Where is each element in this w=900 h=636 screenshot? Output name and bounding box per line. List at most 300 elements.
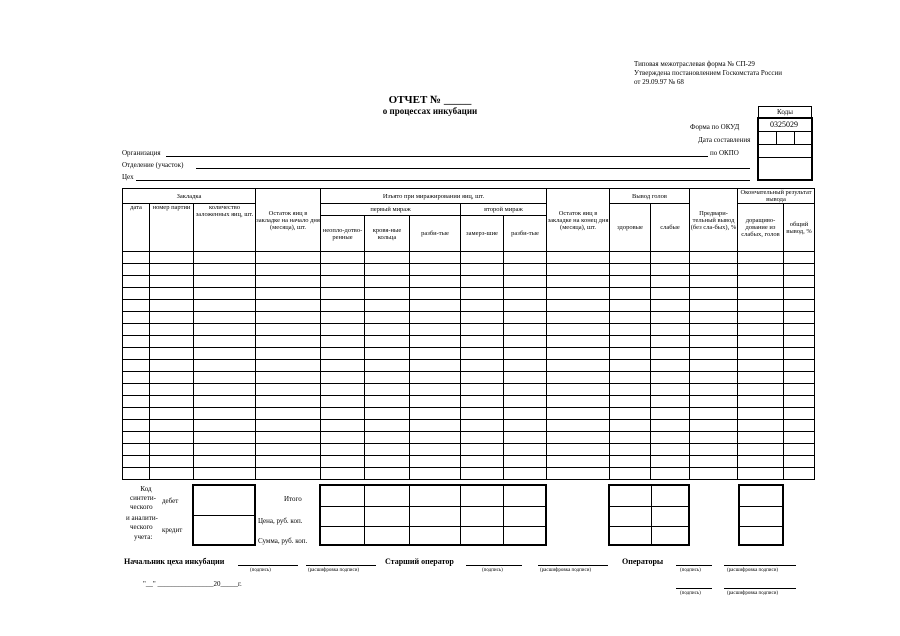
table-cell[interactable] xyxy=(651,288,690,300)
table-cell[interactable] xyxy=(504,288,547,300)
table-cell[interactable] xyxy=(651,384,690,396)
table-cell[interactable] xyxy=(256,456,321,468)
table-cell[interactable] xyxy=(321,360,365,372)
table-cell[interactable] xyxy=(504,432,547,444)
table-cell[interactable] xyxy=(461,276,504,288)
table-cell[interactable] xyxy=(690,456,738,468)
table-cell[interactable] xyxy=(150,456,194,468)
table-cell[interactable] xyxy=(784,360,815,372)
table-cell[interactable] xyxy=(123,396,150,408)
table-cell[interactable] xyxy=(321,312,365,324)
table-cell[interactable] xyxy=(321,456,365,468)
date-line[interactable]: "__" ________________20_____г. xyxy=(143,580,242,588)
table-cell[interactable] xyxy=(504,408,547,420)
table-cell[interactable] xyxy=(651,420,690,432)
table-cell[interactable] xyxy=(150,384,194,396)
table-cell[interactable] xyxy=(321,408,365,420)
table-cell[interactable] xyxy=(738,396,784,408)
table-cell[interactable] xyxy=(461,468,504,480)
table-cell[interactable] xyxy=(504,456,547,468)
table-cell[interactable] xyxy=(610,456,651,468)
table-cell[interactable] xyxy=(547,252,610,264)
table-cell[interactable] xyxy=(784,276,815,288)
table-cell[interactable] xyxy=(610,264,651,276)
table-cell[interactable] xyxy=(256,348,321,360)
table-cell[interactable] xyxy=(461,408,504,420)
table-cell[interactable] xyxy=(410,288,461,300)
table-cell[interactable] xyxy=(123,456,150,468)
table-cell[interactable] xyxy=(150,432,194,444)
table-cell[interactable] xyxy=(784,468,815,480)
table-cell[interactable] xyxy=(738,312,784,324)
table-cell[interactable] xyxy=(461,288,504,300)
table-cell[interactable] xyxy=(738,288,784,300)
table-cell[interactable] xyxy=(504,276,547,288)
table-cell[interactable] xyxy=(365,360,410,372)
table-cell[interactable] xyxy=(123,336,150,348)
table-cell[interactable] xyxy=(194,312,256,324)
table-cell[interactable] xyxy=(504,444,547,456)
table-cell[interactable] xyxy=(194,396,256,408)
table-cell[interactable] xyxy=(784,324,815,336)
table-cell[interactable] xyxy=(610,276,651,288)
table-cell[interactable] xyxy=(651,396,690,408)
table-cell[interactable] xyxy=(321,384,365,396)
table-cell[interactable] xyxy=(194,264,256,276)
table-cell[interactable] xyxy=(504,468,547,480)
table-cell[interactable] xyxy=(690,420,738,432)
table-cell[interactable] xyxy=(123,372,150,384)
table-cell[interactable] xyxy=(690,444,738,456)
table-cell[interactable] xyxy=(547,276,610,288)
table-cell[interactable] xyxy=(123,468,150,480)
table-cell[interactable] xyxy=(547,444,610,456)
totals-box-vyvod[interactable] xyxy=(608,484,690,546)
table-cell[interactable] xyxy=(256,336,321,348)
table-cell[interactable] xyxy=(504,360,547,372)
table-cell[interactable] xyxy=(365,432,410,444)
table-cell[interactable] xyxy=(256,468,321,480)
table-cell[interactable] xyxy=(461,348,504,360)
table-cell[interactable] xyxy=(784,252,815,264)
table-cell[interactable] xyxy=(547,288,610,300)
table-cell[interactable] xyxy=(738,264,784,276)
table-cell[interactable] xyxy=(784,396,815,408)
table-cell[interactable] xyxy=(738,348,784,360)
table-cell[interactable] xyxy=(365,324,410,336)
table-cell[interactable] xyxy=(690,348,738,360)
table-cell[interactable] xyxy=(651,276,690,288)
table-cell[interactable] xyxy=(690,384,738,396)
table-cell[interactable] xyxy=(194,348,256,360)
table-cell[interactable] xyxy=(321,336,365,348)
table-cell[interactable] xyxy=(321,348,365,360)
table-cell[interactable] xyxy=(651,348,690,360)
table-cell[interactable] xyxy=(610,300,651,312)
table-cell[interactable] xyxy=(410,360,461,372)
table-cell[interactable] xyxy=(738,408,784,420)
table-cell[interactable] xyxy=(410,432,461,444)
table-cell[interactable] xyxy=(321,300,365,312)
table-cell[interactable] xyxy=(256,264,321,276)
table-cell[interactable] xyxy=(256,312,321,324)
table-cell[interactable] xyxy=(461,396,504,408)
table-cell[interactable] xyxy=(256,408,321,420)
table-cell[interactable] xyxy=(256,372,321,384)
shop-field[interactable] xyxy=(136,180,750,181)
table-cell[interactable] xyxy=(651,252,690,264)
table-cell[interactable] xyxy=(547,312,610,324)
table-cell[interactable] xyxy=(123,360,150,372)
table-cell[interactable] xyxy=(365,456,410,468)
table-cell[interactable] xyxy=(461,456,504,468)
table-cell[interactable] xyxy=(321,432,365,444)
table-cell[interactable] xyxy=(504,384,547,396)
form-note-line2: Утверждена постановлением Госкомстата России xyxy=(634,69,782,77)
table-cell[interactable] xyxy=(461,336,504,348)
table-cell[interactable] xyxy=(256,288,321,300)
table-cell[interactable] xyxy=(256,432,321,444)
h-nomer: номер партии xyxy=(150,204,194,252)
table-cell[interactable] xyxy=(547,300,610,312)
table-cell[interactable] xyxy=(610,432,651,444)
table-cell[interactable] xyxy=(784,444,815,456)
table-cell[interactable] xyxy=(150,348,194,360)
table-cell[interactable] xyxy=(610,336,651,348)
table-cell[interactable] xyxy=(651,312,690,324)
table-cell[interactable] xyxy=(365,396,410,408)
table-cell[interactable] xyxy=(410,252,461,264)
table-cell[interactable] xyxy=(651,468,690,480)
table-cell[interactable] xyxy=(547,336,610,348)
table-cell[interactable] xyxy=(504,312,547,324)
table-cell[interactable] xyxy=(194,444,256,456)
table-cell[interactable] xyxy=(321,420,365,432)
table-cell[interactable] xyxy=(504,324,547,336)
table-cell[interactable] xyxy=(194,276,256,288)
totals-box-doraschiv[interactable] xyxy=(738,484,784,546)
table-cell[interactable] xyxy=(123,288,150,300)
table-cell[interactable] xyxy=(461,324,504,336)
table-cell[interactable] xyxy=(784,336,815,348)
table-cell[interactable] xyxy=(365,252,410,264)
table-cell[interactable] xyxy=(784,300,815,312)
table-cell[interactable] xyxy=(690,312,738,324)
table-cell[interactable] xyxy=(150,396,194,408)
table-cell[interactable] xyxy=(123,312,150,324)
table-cell[interactable] xyxy=(194,468,256,480)
table-cell[interactable] xyxy=(194,288,256,300)
table-cell[interactable] xyxy=(194,432,256,444)
table-cell[interactable] xyxy=(256,324,321,336)
table-cell[interactable] xyxy=(461,312,504,324)
table-cell[interactable] xyxy=(410,264,461,276)
table-cell[interactable] xyxy=(690,360,738,372)
table-cell[interactable] xyxy=(547,348,610,360)
table-cell[interactable] xyxy=(365,444,410,456)
table-cell[interactable] xyxy=(651,264,690,276)
table-cell[interactable] xyxy=(784,312,815,324)
table-cell[interactable] xyxy=(610,324,651,336)
table-cell[interactable] xyxy=(690,432,738,444)
table-cell[interactable] xyxy=(690,252,738,264)
table-cell[interactable] xyxy=(651,360,690,372)
table-cell[interactable] xyxy=(123,408,150,420)
table-cell[interactable] xyxy=(610,312,651,324)
table-cell[interactable] xyxy=(690,276,738,288)
table-cell[interactable] xyxy=(690,288,738,300)
table-cell[interactable] xyxy=(256,360,321,372)
table-cell[interactable] xyxy=(547,456,610,468)
table-cell[interactable] xyxy=(547,384,610,396)
table-cell[interactable] xyxy=(610,384,651,396)
table-cell[interactable] xyxy=(410,444,461,456)
table-cell[interactable] xyxy=(410,276,461,288)
table-cell[interactable] xyxy=(194,324,256,336)
totals-box-izyato[interactable] xyxy=(319,484,547,546)
table-cell[interactable] xyxy=(150,420,194,432)
table-cell[interactable] xyxy=(610,252,651,264)
table-cell[interactable] xyxy=(547,420,610,432)
table-cell[interactable] xyxy=(651,372,690,384)
table-cell[interactable] xyxy=(547,324,610,336)
table-cell[interactable] xyxy=(410,348,461,360)
table-cell[interactable] xyxy=(150,276,194,288)
table-cell[interactable] xyxy=(365,348,410,360)
table-cell[interactable] xyxy=(461,384,504,396)
table-cell[interactable] xyxy=(123,384,150,396)
table-cell[interactable] xyxy=(150,288,194,300)
table-cell[interactable] xyxy=(150,372,194,384)
table-cell[interactable] xyxy=(123,276,150,288)
table-cell[interactable] xyxy=(194,456,256,468)
table-cell[interactable] xyxy=(651,444,690,456)
table-cell[interactable] xyxy=(504,336,547,348)
table-cell[interactable] xyxy=(784,372,815,384)
table-cell[interactable] xyxy=(461,372,504,384)
table-cell[interactable] xyxy=(365,372,410,384)
table-cell[interactable] xyxy=(150,444,194,456)
table-cell[interactable] xyxy=(738,324,784,336)
table-cell[interactable] xyxy=(150,300,194,312)
table-cell[interactable] xyxy=(690,300,738,312)
table-cell[interactable] xyxy=(738,252,784,264)
table-cell[interactable] xyxy=(321,264,365,276)
table-cell[interactable] xyxy=(504,372,547,384)
table-cell[interactable] xyxy=(738,276,784,288)
table-cell[interactable] xyxy=(194,408,256,420)
table-cell[interactable] xyxy=(610,396,651,408)
table-cell[interactable] xyxy=(194,372,256,384)
table-cell[interactable] xyxy=(690,336,738,348)
table-cell[interactable] xyxy=(738,420,784,432)
table-cell[interactable] xyxy=(738,468,784,480)
table-cell[interactable] xyxy=(410,456,461,468)
table-cell[interactable] xyxy=(410,420,461,432)
table-cell[interactable] xyxy=(256,384,321,396)
table-cell[interactable] xyxy=(256,396,321,408)
table-cell[interactable] xyxy=(738,444,784,456)
table-cell[interactable] xyxy=(123,444,150,456)
table-cell[interactable] xyxy=(150,336,194,348)
table-cell[interactable] xyxy=(194,336,256,348)
table-cell[interactable] xyxy=(738,456,784,468)
op1-sign-caption: (подпись) xyxy=(680,568,701,573)
table-cell[interactable] xyxy=(651,432,690,444)
table-cell[interactable] xyxy=(194,300,256,312)
table-cell[interactable] xyxy=(256,420,321,432)
table-cell[interactable] xyxy=(504,348,547,360)
table-cell[interactable] xyxy=(410,396,461,408)
table-cell[interactable] xyxy=(321,372,365,384)
table-cell[interactable] xyxy=(321,444,365,456)
table-cell[interactable] xyxy=(461,252,504,264)
table-cell[interactable] xyxy=(410,324,461,336)
table-cell[interactable] xyxy=(365,288,410,300)
table-cell[interactable] xyxy=(738,432,784,444)
table-cell[interactable] xyxy=(651,336,690,348)
op2-name-caption: (расшифровка подписи) xyxy=(727,591,779,596)
table-cell[interactable] xyxy=(410,408,461,420)
table-cell[interactable] xyxy=(610,360,651,372)
table-cell[interactable] xyxy=(256,444,321,456)
table-cell[interactable] xyxy=(150,264,194,276)
table-cell[interactable] xyxy=(784,384,815,396)
table-cell[interactable] xyxy=(547,408,610,420)
table-cell[interactable] xyxy=(547,264,610,276)
table-cell[interactable] xyxy=(365,408,410,420)
table-cell[interactable] xyxy=(504,396,547,408)
table-cell[interactable] xyxy=(547,468,610,480)
table-cell[interactable] xyxy=(610,288,651,300)
table-cell[interactable] xyxy=(651,408,690,420)
table-cell[interactable] xyxy=(256,252,321,264)
h-ostatok-nach: Остаток яиц в закладке на начало дня (месяца), шт. xyxy=(256,189,321,252)
table-cell[interactable] xyxy=(651,456,690,468)
table-cell[interactable] xyxy=(784,456,815,468)
table-cell[interactable] xyxy=(123,420,150,432)
table-cell[interactable] xyxy=(610,468,651,480)
table-cell[interactable] xyxy=(150,408,194,420)
h-slabye: слабые xyxy=(651,204,690,252)
table-cell[interactable] xyxy=(410,336,461,348)
table-cell[interactable] xyxy=(610,408,651,420)
table-cell[interactable] xyxy=(784,420,815,432)
table-cell[interactable] xyxy=(150,324,194,336)
table-cell[interactable] xyxy=(365,264,410,276)
table-cell[interactable] xyxy=(365,312,410,324)
table-cell[interactable] xyxy=(504,264,547,276)
table-cell[interactable] xyxy=(123,348,150,360)
table-cell[interactable] xyxy=(610,444,651,456)
table-cell[interactable] xyxy=(410,300,461,312)
table-cell[interactable] xyxy=(738,384,784,396)
table-cell[interactable] xyxy=(738,300,784,312)
table-cell[interactable] xyxy=(504,252,547,264)
table-cell[interactable] xyxy=(547,372,610,384)
table-cell[interactable] xyxy=(738,360,784,372)
table-cell[interactable] xyxy=(150,360,194,372)
table-cell[interactable] xyxy=(321,468,365,480)
table-cell[interactable] xyxy=(194,384,256,396)
table-cell[interactable] xyxy=(410,468,461,480)
table-cell[interactable] xyxy=(690,264,738,276)
table-cell[interactable] xyxy=(410,312,461,324)
table-cell[interactable] xyxy=(365,420,410,432)
department-field[interactable] xyxy=(196,168,750,169)
table-cell[interactable] xyxy=(651,300,690,312)
table-cell[interactable] xyxy=(651,324,690,336)
table-cell[interactable] xyxy=(690,468,738,480)
table-cell[interactable] xyxy=(256,276,321,288)
table-cell[interactable] xyxy=(784,348,815,360)
table-cell[interactable] xyxy=(690,372,738,384)
table-cell[interactable] xyxy=(321,252,365,264)
table-cell[interactable] xyxy=(504,420,547,432)
table-cell[interactable] xyxy=(123,264,150,276)
table-cell[interactable] xyxy=(784,264,815,276)
table-cell[interactable] xyxy=(738,372,784,384)
table-cell[interactable] xyxy=(547,432,610,444)
table-cell[interactable] xyxy=(321,288,365,300)
table-cell[interactable] xyxy=(461,264,504,276)
table-cell[interactable] xyxy=(321,324,365,336)
table-cell[interactable] xyxy=(547,360,610,372)
table-cell[interactable] xyxy=(504,300,547,312)
table-cell[interactable] xyxy=(365,468,410,480)
table-cell[interactable] xyxy=(610,372,651,384)
table-cell[interactable] xyxy=(150,312,194,324)
table-cell[interactable] xyxy=(123,432,150,444)
table-cell[interactable] xyxy=(461,300,504,312)
table-cell[interactable] xyxy=(365,336,410,348)
table-cell[interactable] xyxy=(784,408,815,420)
table-cell[interactable] xyxy=(365,276,410,288)
table-cell[interactable] xyxy=(610,420,651,432)
table-cell[interactable] xyxy=(365,384,410,396)
table-cell[interactable] xyxy=(123,324,150,336)
table-cell[interactable] xyxy=(194,420,256,432)
table-cell[interactable] xyxy=(365,300,410,312)
table-cell[interactable] xyxy=(610,348,651,360)
table-cell[interactable] xyxy=(256,300,321,312)
table-cell[interactable] xyxy=(690,396,738,408)
table-cell[interactable] xyxy=(738,336,784,348)
table-cell[interactable] xyxy=(150,468,194,480)
table-cell[interactable] xyxy=(461,420,504,432)
table-cell[interactable] xyxy=(123,252,150,264)
table-cell[interactable] xyxy=(194,360,256,372)
table-cell[interactable] xyxy=(410,384,461,396)
table-row xyxy=(123,432,815,444)
table-cell[interactable] xyxy=(321,276,365,288)
table-cell[interactable] xyxy=(461,360,504,372)
table-cell[interactable] xyxy=(690,324,738,336)
table-cell[interactable] xyxy=(784,288,815,300)
table-cell[interactable] xyxy=(410,372,461,384)
table-cell[interactable] xyxy=(123,300,150,312)
table-cell[interactable] xyxy=(321,396,365,408)
organization-field[interactable] xyxy=(166,156,708,157)
form-note-line3: от 29.09.97 № 68 xyxy=(634,78,684,86)
table-cell[interactable] xyxy=(784,432,815,444)
table-cell[interactable] xyxy=(461,432,504,444)
table-cell[interactable] xyxy=(194,252,256,264)
table-cell[interactable] xyxy=(461,444,504,456)
table-cell[interactable] xyxy=(690,408,738,420)
table-cell[interactable] xyxy=(150,252,194,264)
table-cell[interactable] xyxy=(547,396,610,408)
